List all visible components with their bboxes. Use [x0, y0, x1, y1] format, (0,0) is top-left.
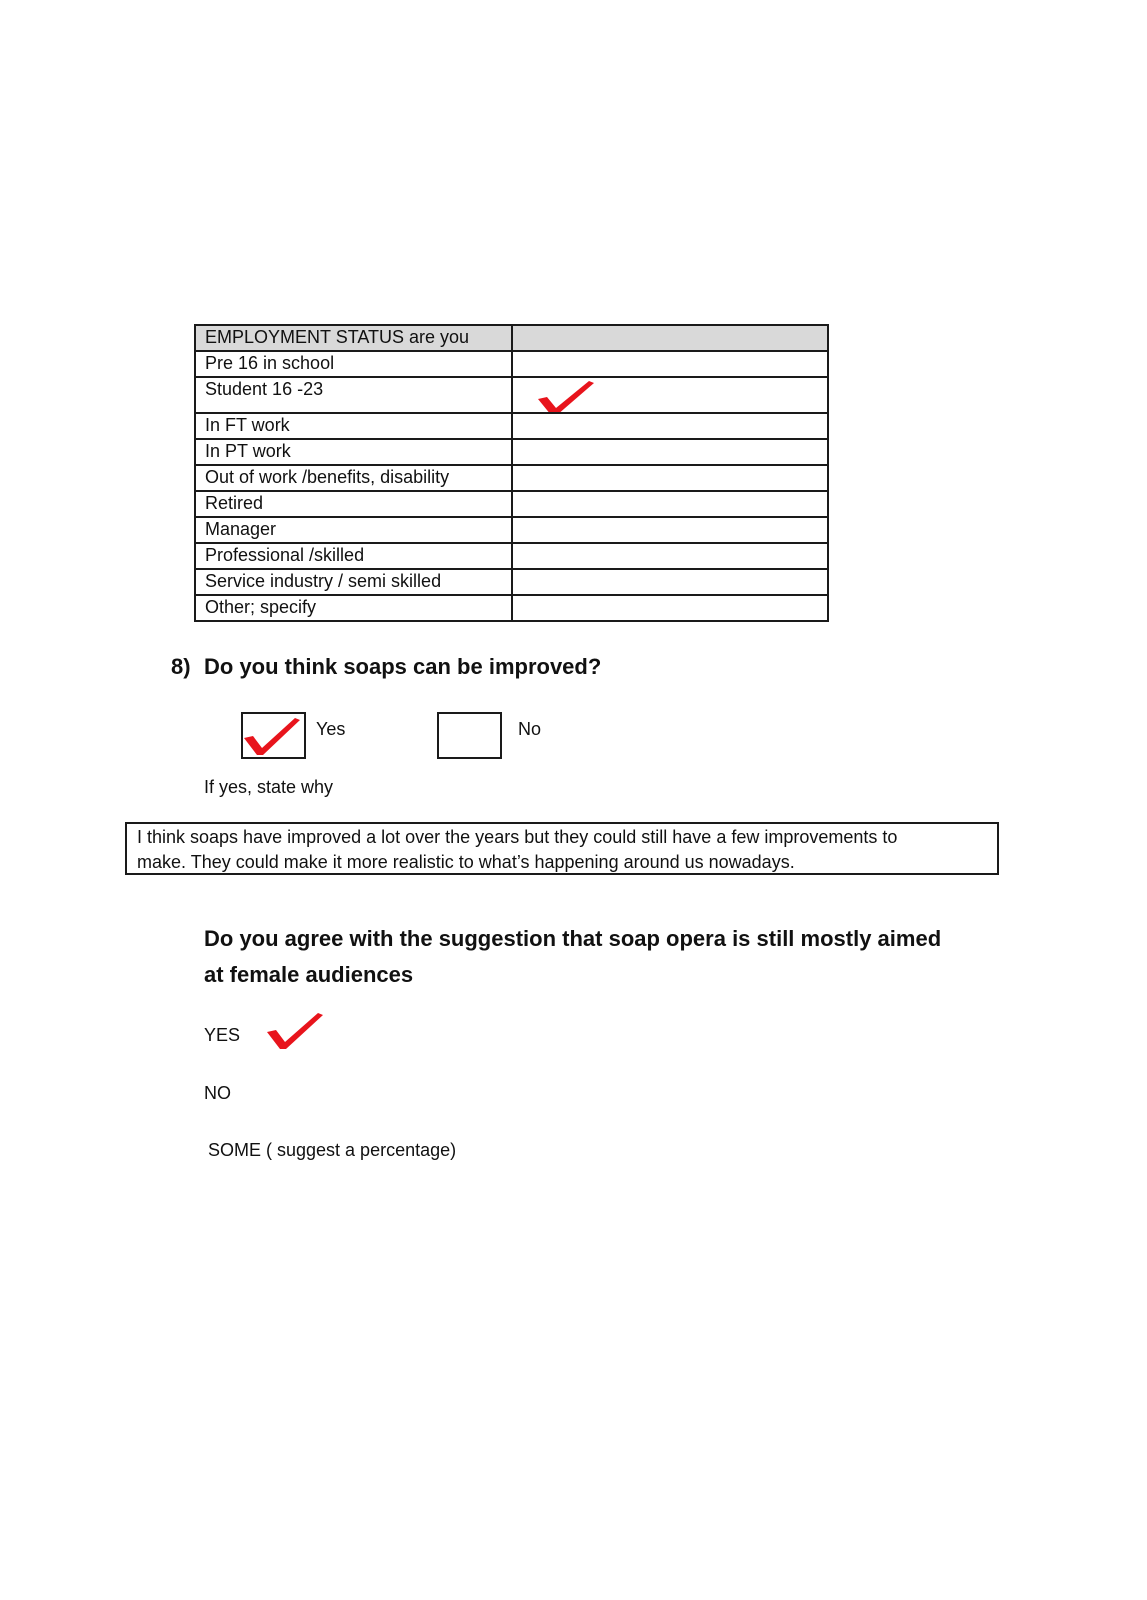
row-checkbox-cell[interactable]	[512, 569, 828, 595]
row-label: Out of work /benefits, disability	[195, 465, 512, 491]
red-checkmark-icon	[537, 380, 595, 413]
option-yes[interactable]: YES	[204, 1025, 241, 1045]
option-some[interactable]: SOME ( suggest a percentage)	[208, 1140, 457, 1160]
table-row	[195, 517, 828, 543]
table-row	[195, 543, 828, 569]
red-checkmark-icon	[243, 716, 301, 756]
table-row	[195, 465, 828, 491]
row-label: Other; specify	[195, 595, 512, 621]
table-row	[195, 491, 828, 517]
question-text-line-1: Do you agree with the suggestion that soap opera is still mostly aimed	[204, 926, 942, 951]
row-label: In PT work	[195, 439, 512, 465]
yes-label: Yes	[316, 719, 346, 739]
table-header-value	[512, 325, 828, 351]
yes-checkbox[interactable]	[241, 712, 306, 759]
red-checkmark-icon	[266, 1012, 324, 1050]
employment-status-table	[194, 324, 829, 622]
row-label: Manager	[195, 517, 512, 543]
table-row	[195, 595, 828, 621]
table-header-row	[195, 325, 828, 351]
row-label: Pre 16 in school	[195, 351, 512, 377]
answer-line-1: I think soaps have improved a lot over the years but they could still have a few improvements to	[137, 827, 898, 847]
option-no[interactable]: NO	[204, 1083, 231, 1103]
row-checkbox-cell[interactable]	[512, 517, 828, 543]
row-checkbox-cell[interactable]	[512, 413, 828, 439]
table-header-label: EMPLOYMENT STATUS are you	[195, 325, 512, 351]
question-9-heading	[204, 921, 1004, 993]
no-label: No	[518, 719, 542, 739]
row-checkbox-cell[interactable]	[512, 439, 828, 465]
table-row	[195, 413, 828, 439]
table-row	[195, 351, 828, 377]
table-row	[195, 377, 828, 413]
row-checkbox-cell[interactable]	[512, 351, 828, 377]
question-8-heading	[171, 654, 601, 680]
table-row	[195, 439, 828, 465]
answer-line-2: make. They could make it more realistic to what’s happening around us nowadays.	[137, 852, 795, 872]
row-checkbox-cell[interactable]	[512, 465, 828, 491]
row-label: Service industry / semi skilled	[195, 569, 512, 595]
row-label: Student 16 -23	[195, 377, 512, 413]
row-checkbox-cell[interactable]	[512, 377, 828, 413]
answer-text-box[interactable]	[125, 822, 999, 875]
table-row	[195, 569, 828, 595]
row-checkbox-cell[interactable]	[512, 491, 828, 517]
row-label: Retired	[195, 491, 512, 517]
question-text-line-2: at female audiences	[204, 962, 414, 987]
no-checkbox[interactable]	[437, 712, 502, 759]
row-label: Professional /skilled	[195, 543, 512, 569]
if-yes-prompt: If yes, state why	[204, 777, 334, 797]
row-label: In FT work	[195, 413, 512, 439]
row-checkbox-cell[interactable]	[512, 595, 828, 621]
row-checkbox-cell[interactable]	[512, 543, 828, 569]
question-text: Do you think soaps can be improved?	[204, 654, 602, 679]
question-number: 8)	[171, 654, 191, 679]
